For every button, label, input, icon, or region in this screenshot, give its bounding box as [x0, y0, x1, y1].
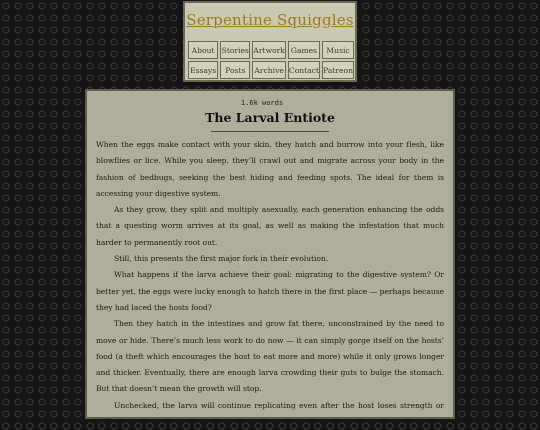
- nav-patreon[interactable]: Patreon: [322, 61, 354, 79]
- nav-about[interactable]: About: [188, 41, 218, 59]
- site-header: [183, 1, 357, 82]
- nav-stories[interactable]: Stories: [220, 41, 250, 59]
- nav-artwork[interactable]: Artwork: [252, 41, 285, 59]
- nav-grid: [188, 41, 354, 79]
- article-paragraph: As they grow, they split and multiply asexually, each generation enhancing the odds that a questing worm arrives at its goal, as well as making the infestation that much harder to permanently root out.: [96, 205, 444, 247]
- word-count: 1.6k words: [240, 99, 284, 107]
- nav-essays[interactable]: Essays: [188, 61, 218, 79]
- article-paragraph: Then they hatch in the intestines and grow fat there, unconstrained by the need to move or hide. There’s much less work to do now — it can simply gorge itself on the hosts’ food (a theft which encourages the host to eat more and more) while it only grows longer and thicker. Eventually, there are enough larva crowding their guts to bulge the stomach. But that doesn’t mean the growth will stop.: [96, 319, 444, 394]
- nav-archive[interactable]: Archive: [252, 61, 285, 79]
- nav-posts[interactable]: Posts: [220, 61, 250, 79]
- nav-contact[interactable]: Contact: [288, 61, 320, 79]
- article-paragraph: What happens if the larva achieve their goal: migrating to the digestive system? Or better yet, the eggs were lucky enough to hatch there in the first place — perhaps because they had laced the hosts food?: [96, 270, 444, 312]
- nav-games[interactable]: Games: [288, 41, 320, 59]
- site-title-link[interactable]: Serpentine Squiggles: [186, 11, 354, 29]
- article-panel[interactable]: [85, 89, 455, 427]
- article-paragraph: Still, this presents the first major fork in their evolution.: [114, 254, 329, 264]
- nav-music[interactable]: Music: [322, 41, 354, 59]
- article-title: The Larval Entiote: [205, 110, 335, 125]
- article-paragraph: When the eggs make contact with your skin, they hatch and burrow into your flesh, like blowflies or lice. While you sleep, they’ll crawl out and migrate across your body in the fashion of bedbugs, seeking the best hiding and feeding spots. The ideal for them is accessing your digestive system.: [96, 140, 444, 198]
- title-divider: [211, 131, 329, 132]
- article-paragraph: Unchecked, the larva will continue replicating even after the host loses strength or ability: [96, 400, 444, 427]
